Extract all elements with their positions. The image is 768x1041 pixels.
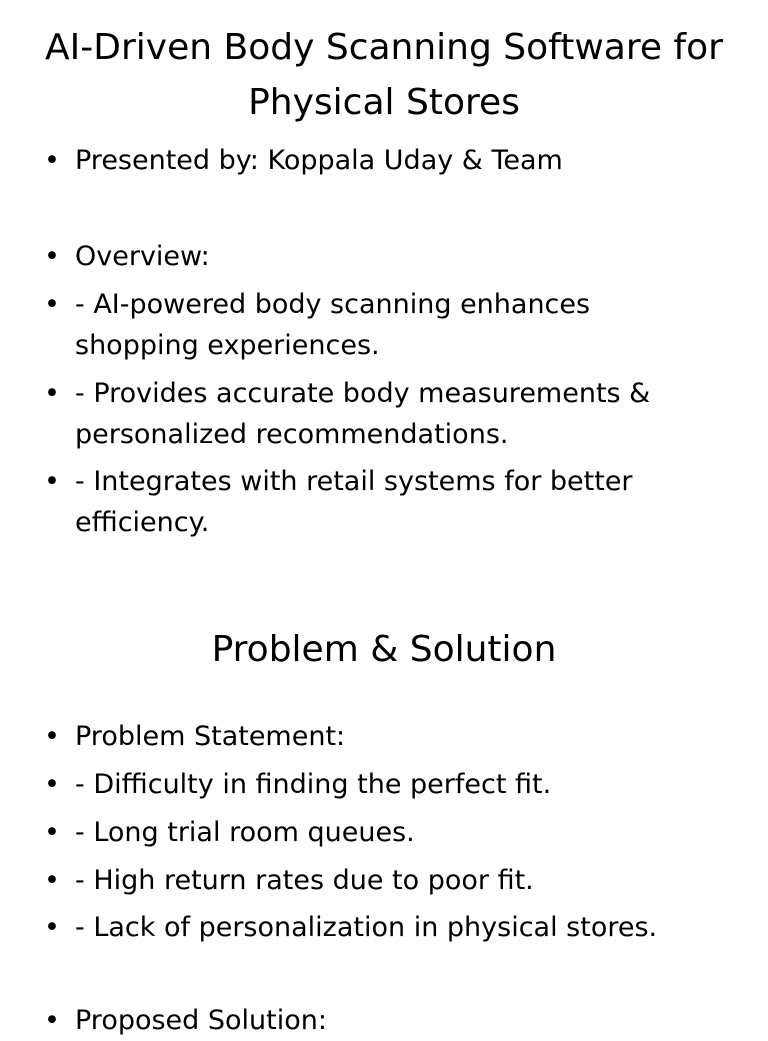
- bullet-dot-icon: •: [44, 721, 60, 752]
- bullet-dot-icon: •: [44, 289, 60, 320]
- bullet-dot-icon: •: [44, 817, 60, 848]
- slide-title: AI-Driven Body Scanning Software for Physical Stores: [45, 27, 723, 123]
- bullet-dot-icon: •: [44, 466, 60, 497]
- bullet-dot-icon: •: [44, 912, 60, 943]
- bullet-dot-icon: •: [44, 241, 60, 272]
- slide-title: Problem & Solution: [211, 629, 557, 670]
- bullet-dot-icon: •: [44, 769, 60, 800]
- bullet-dot-icon: •: [44, 865, 60, 896]
- bullet-dot-icon: •: [44, 145, 60, 176]
- bullet-dot-icon: •: [44, 1005, 60, 1036]
- bullet-dot-icon: •: [44, 378, 60, 409]
